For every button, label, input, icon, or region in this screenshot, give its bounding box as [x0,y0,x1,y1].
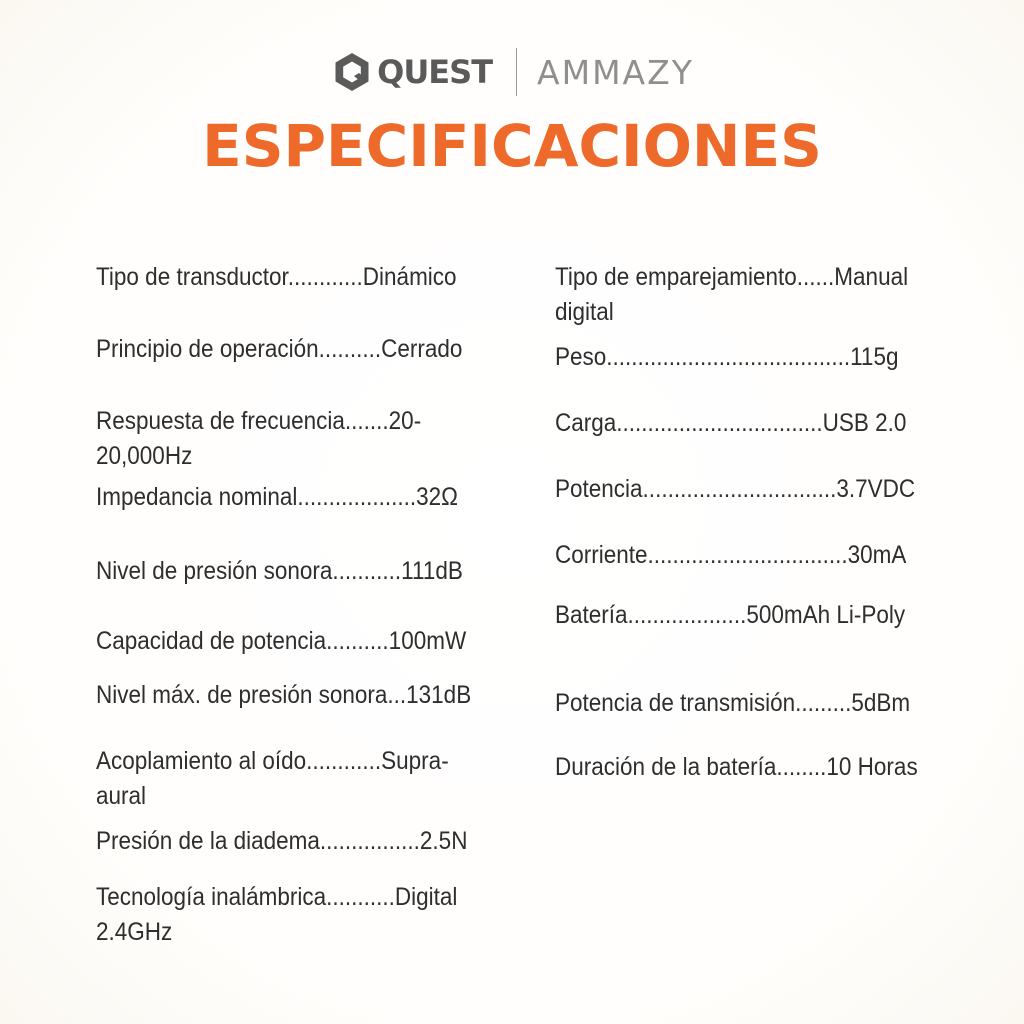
spec-item [555,340,902,375]
spec-line: Principio de operación..........Cerrado [96,335,463,363]
spec-line: Tipo de emparejamiento......Manual [555,263,909,291]
spec-line: Tipo de transductor............Dinámico [96,263,457,291]
quest-logo-text: QUEST [377,53,493,91]
spec-item [96,554,463,589]
brand-header [0,46,1024,98]
spec-line: Capacidad de potencia..........100mW [96,627,467,655]
spec-line: Potencia...............................3.7VDC [555,475,916,503]
spec-line: 2.4GHz [96,918,173,946]
spec-line: Impedancia nominal...................32Ω [96,483,458,511]
spec-line: digital [555,298,614,326]
spec-item [96,480,456,515]
spec-item [555,472,916,507]
spec-item [96,404,456,474]
spec-line: Nivel máx. de presión sonora...131dB [96,681,472,709]
spec-line: 20,000Hz [96,442,193,470]
spec-line: Potencia de transmisión.........5dBm [555,689,911,717]
spec-item [555,538,907,573]
spec-item [555,686,911,721]
spec-item [96,260,456,295]
quest-q-icon [330,50,374,94]
spec-line: Corriente................................30mA [555,541,907,569]
spec-item [96,678,472,713]
spec-line: Acoplamiento al oído............Supra- [96,747,449,775]
spec-item [555,598,906,633]
spec-item [555,406,907,441]
spec-item [96,744,456,814]
spec-line: Peso.......................................115g [555,343,899,371]
spec-item [96,624,467,659]
spec-item [96,332,463,367]
logo-divider [516,48,517,96]
spec-item [555,750,918,785]
spec-item [555,260,909,330]
spec-line: Presión de la diadema................2.5N [96,827,468,855]
spec-item [96,880,456,950]
spec-line: Nivel de presión sonora...........111dB [96,557,463,585]
spec-line: Carga.................................USB 2.0 [555,409,907,437]
spec-line: Respuesta de frecuencia.......20- [96,407,422,435]
quest-logo [330,50,492,94]
spec-line: Batería...................500mAh Li-Poly [555,601,906,629]
page-title: ESPECIFICACIONES [202,112,822,180]
spec-line: Duración de la batería........10 Horas [555,753,918,781]
ammazy-logo-text: AMMAZY [537,52,694,92]
spec-line: Tecnología inalámbrica...........Digital [96,883,458,911]
spec-item [96,824,468,859]
spec-line: aural [96,782,147,810]
